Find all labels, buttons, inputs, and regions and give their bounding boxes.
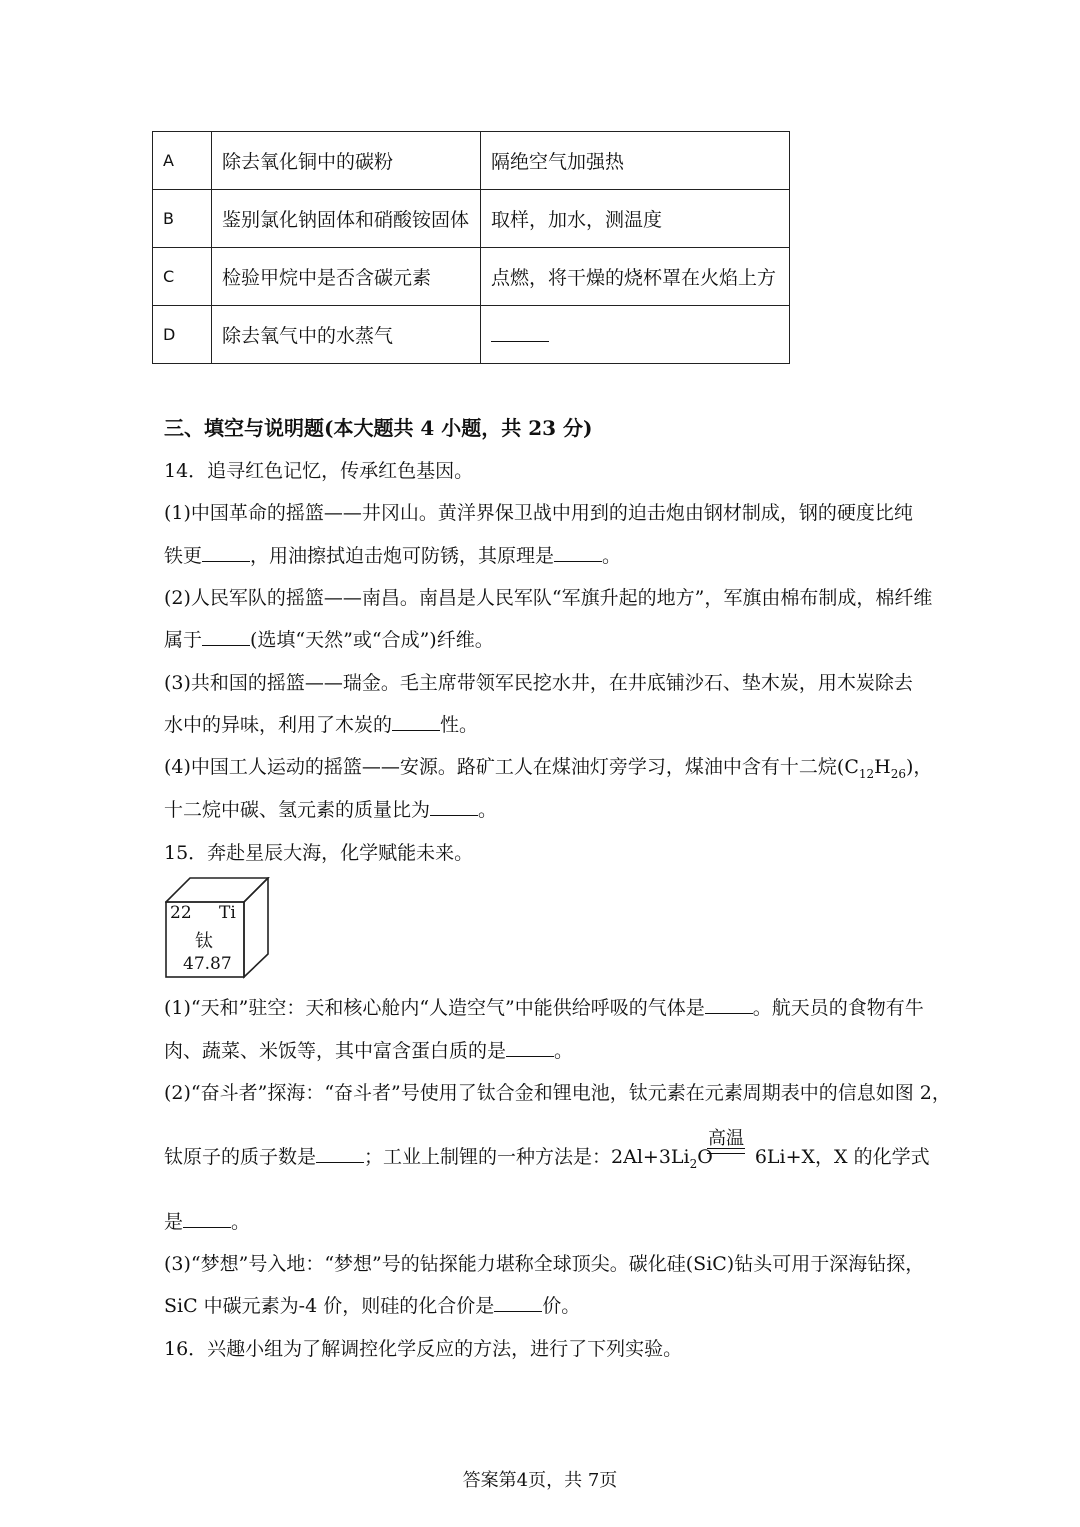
q16-stem: 16．兴趣小组为了解调控化学反应的方法，进行了下列实验。 (164, 1338, 683, 1360)
answer-blank (430, 799, 478, 816)
row-method: 隔绝空气加强热 (481, 132, 790, 190)
answer-blank (183, 1211, 231, 1228)
answer-blank (506, 1040, 554, 1057)
answer-blank (202, 545, 250, 562)
q14-p4-line2: 十二烷中碳、氢元素的质量比为 。 (164, 799, 498, 821)
reaction-condition: 高温 (708, 1128, 744, 1149)
q14-p2-line1: (2)人民军队的摇篮——南昌。南昌是人民军队“军旗升起的地方”，军旗由棉布制成，棉纤维 (164, 587, 933, 609)
table-row (153, 190, 790, 248)
q14-p4-line1: (4)中国工人运动的摇篮——安源。路矿工人在煤油灯旁学习，煤油中含有十二烷$(C_{12}H_{26})$， (164, 756, 933, 781)
row-aim: 鉴别氯化钠固体和硝酸铵固体 (212, 190, 481, 248)
row-key: B (153, 190, 212, 248)
options-table (152, 131, 790, 364)
row-method: 取样，加水，测温度 (481, 190, 790, 248)
q15-p3-line1: (3)“梦想”号入地：“梦想”号的钻探能力堪称全球顶尖。碳化硅(SiC)钻头可用于深海钻探， (164, 1253, 925, 1275)
answer-blank (494, 1295, 542, 1312)
q14-p1-line1: (1)中国革命的摇篮——井冈山。黄洋界保卫战中用到的迫击炮由钢材制成，钢的硬度比纯 (164, 502, 913, 524)
q15-p3-line2: SiC 中碳元素为-4 价，则硅的化合价是 价。 (164, 1295, 581, 1317)
q15-p2-line3: 是 。 (164, 1211, 251, 1233)
answer-blank (202, 629, 250, 646)
answer-blank (316, 1146, 364, 1163)
page-footer: 答案第4页，共 7页 (462, 1470, 618, 1491)
row-method-blank (481, 306, 790, 364)
q15-p1-line2: 肉、蔬菜、米饭等，其中富含蛋白质的是 。 (164, 1040, 574, 1062)
row-key: C (153, 248, 212, 306)
titanium-element-tile (165, 877, 271, 983)
q14-p3-line2: 水中的异味，利用了木炭的 性。 (164, 714, 479, 736)
q14-p1-line2: 铁更 ，用油擦拭迫击炮可防锈，其原理是 。 (164, 545, 622, 567)
element-symbol: Ti (219, 903, 236, 923)
atomic-number: 22 (170, 903, 192, 923)
table-row (153, 306, 790, 364)
q15-stem: 15．奔赴星辰大海，化学赋能未来。 (164, 842, 474, 864)
q14-stem: 14．追寻红色记忆，传承红色基因。 (164, 460, 474, 482)
q15-p1-line1: (1)“天和”驻空：天和核心舱内“人造空气”中能供给呼吸的气体是 。航天员的食物有牛 (164, 997, 924, 1019)
row-aim: 除去氧气中的水蒸气 (212, 306, 481, 364)
answer-blank (554, 545, 602, 562)
row-method: 点燃，将干燥的烧杯罩在火焰上方 (481, 248, 790, 306)
row-aim: 除去氧化铜中的碳粉 (212, 132, 481, 190)
q14-p3-line1: (3)共和国的摇篮——瑞金。毛主席带领军民挖水井，在井底铺沙石、垫木炭，用木炭除去 (164, 672, 913, 694)
q15-p2-line1: (2)“奋斗者”探海：“奋斗者”号使用了钛合金和锂电池，钛元素在元素周期表中的信息如图 2， (164, 1082, 951, 1104)
section-title: 三、填空与说明题(本大题共 4 小题，共 23 分) (164, 416, 593, 440)
row-key: A (153, 132, 212, 190)
q14-p2-line2: 属于 (选填“天然”或“合成”)纤维。 (164, 629, 494, 651)
row-aim: 检验甲烷中是否含碳元素 (212, 248, 481, 306)
table-row (153, 132, 790, 190)
answer-blank (705, 997, 753, 1014)
answer-blank (392, 714, 440, 731)
table-row (153, 248, 790, 306)
row-key: D (153, 306, 212, 364)
q15-p2-line2: 钛原子的质子数是 ；工业上制锂的一种方法是：$2Al+3Li_2O$ 6Li+X，X 的化学式 (164, 1146, 930, 1171)
element-name: 钛 (195, 931, 213, 952)
answer-blank (491, 323, 549, 342)
atomic-mass: 47.87 (183, 954, 232, 974)
